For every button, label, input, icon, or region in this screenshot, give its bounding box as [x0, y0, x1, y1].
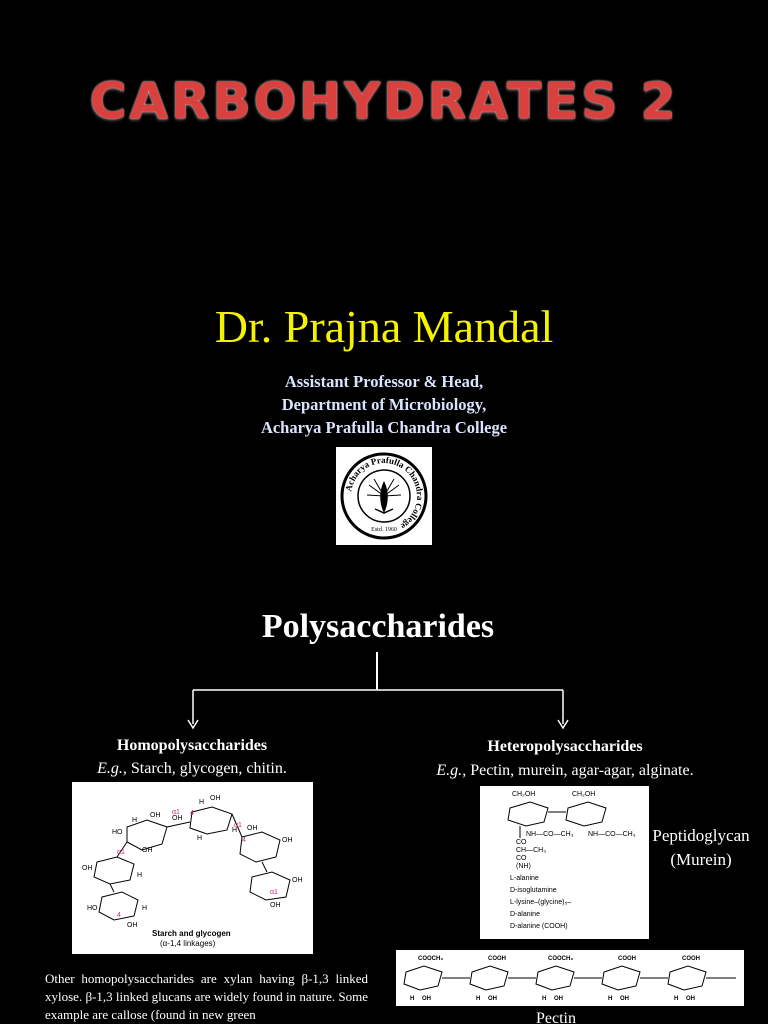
svg-text:OH: OH: [82, 865, 93, 872]
svg-text:Estd. 1960: Estd. 1960: [371, 527, 397, 533]
svg-text:NH—CO—CH₃: NH—CO—CH₃: [588, 831, 636, 838]
svg-text:4: 4: [190, 810, 194, 817]
svg-text:OH: OH: [127, 922, 138, 929]
svg-text:Acharya Prafulla Chandra Colle: Acharya Prafulla Chandra College: [343, 454, 426, 532]
svg-text:COOH: COOH: [488, 956, 506, 962]
svg-text:H: H: [199, 799, 205, 806]
peptidoglycan-label: [648, 824, 754, 872]
svg-text:OH: OH: [142, 847, 153, 854]
svg-text:OH: OH: [210, 795, 221, 802]
affiliation-line-3: Acharya Prafulla Chandra College: [260, 418, 508, 437]
svg-text:CH—CH₃: CH—CH₃: [516, 847, 547, 854]
svg-text:OH: OH: [172, 815, 183, 822]
svg-text:H: H: [232, 827, 238, 834]
peptidoglycan-label-line-2: (Murein): [670, 850, 732, 869]
svg-text:L-alanine: L-alanine: [510, 875, 539, 882]
svg-text:OH: OH: [270, 902, 281, 909]
polysaccharides-heading: Polysaccharides: [261, 608, 495, 645]
murein-figure: [480, 786, 649, 939]
svg-text:OH: OH: [150, 812, 161, 819]
svg-text:COOCH₃: COOCH₃: [548, 956, 574, 962]
svg-text:Starch and glycogen: Starch and glycogen: [152, 929, 231, 938]
svg-text:OH: OH: [292, 877, 303, 884]
pectin-structure-icon: [396, 950, 744, 1006]
svg-text:HO: HO: [112, 829, 123, 836]
svg-text:H: H: [608, 996, 613, 1002]
svg-text:L-lysine–(glycine)₅–: L-lysine–(glycine)₅–: [510, 899, 572, 906]
svg-text:OH: OH: [282, 837, 293, 844]
svg-text:4: 4: [242, 837, 246, 844]
svg-text:OH: OH: [488, 996, 497, 1002]
svg-text:HO: HO: [87, 905, 98, 912]
svg-text:CO: CO: [516, 839, 527, 846]
svg-text:4: 4: [117, 912, 121, 919]
starch-glycogen-structure-icon: [72, 782, 313, 954]
svg-text:COOH: COOH: [618, 956, 636, 962]
svg-text:H: H: [197, 835, 203, 842]
svg-text:D-isoglutamine: D-isoglutamine: [510, 887, 557, 894]
svg-text:OH: OH: [620, 996, 629, 1002]
svg-text:CH₂OH: CH₂OH: [512, 791, 536, 798]
svg-text:H: H: [542, 996, 547, 1002]
svg-text:H: H: [132, 817, 138, 824]
author-name: Dr. Prajna Mandal: [214, 301, 554, 352]
svg-text:D-alanine (COOH): D-alanine (COOH): [510, 923, 568, 930]
heteropolysaccharides-examples: E.g., Pectin, murein, agar-agar, alginate.: [436, 762, 694, 779]
svg-text:H: H: [410, 996, 415, 1002]
svg-text:H: H: [476, 996, 481, 1002]
svg-text:α1: α1: [270, 889, 278, 896]
svg-text:COOH: COOH: [682, 956, 700, 962]
svg-text:OH: OH: [554, 996, 563, 1002]
svg-text:α1: α1: [172, 809, 180, 816]
homopolysaccharides-examples: E.g., Starch, glycogen, chitin.: [97, 760, 287, 777]
homopolysaccharides-heading: Homopolysaccharides: [116, 737, 268, 754]
starch-glycogen-figure: [72, 782, 313, 954]
svg-text:α1: α1: [234, 822, 242, 829]
homopolysaccharides-paragraph: Other homopolysaccharides are xylan having β-1,3 linked xylose. β-1,3 linked glucans are widely found in nature. Some example are callose (found in new green: [45, 971, 368, 1022]
pectin-figure: [396, 950, 744, 1006]
svg-text:D-alanine: D-alanine: [510, 911, 540, 918]
svg-text:α1: α1: [117, 849, 125, 856]
murein-structure-icon: [480, 786, 649, 939]
svg-text:(NH): (NH): [516, 863, 531, 870]
svg-text:H: H: [674, 996, 679, 1002]
svg-text:NH—CO—CH₃: NH—CO—CH₃: [526, 831, 574, 838]
affiliation-line-1: Assistant Professor & Head,: [284, 372, 484, 391]
svg-text:H: H: [137, 872, 143, 879]
svg-text:OH: OH: [422, 996, 431, 1002]
peptidoglycan-label-line-1: Peptidoglycan: [652, 826, 750, 845]
pectin-label: Pectin: [536, 1010, 576, 1024]
svg-text:CH₂OH: CH₂OH: [572, 791, 596, 798]
heteropolysaccharides-heading: Heteropolysaccharides: [487, 738, 643, 755]
svg-text:COOCH₃: COOCH₃: [418, 956, 444, 962]
svg-text:OH: OH: [686, 996, 695, 1002]
svg-text:H: H: [142, 905, 148, 912]
svg-text:CO: CO: [516, 855, 527, 862]
svg-text:(α-1,4 linkages): (α-1,4 linkages): [160, 939, 216, 948]
affiliation-line-2: Department of Microbiology,: [281, 395, 487, 414]
slide-title: CARBOHYDRATES 2: [89, 72, 679, 130]
svg-text:OH: OH: [247, 825, 258, 832]
